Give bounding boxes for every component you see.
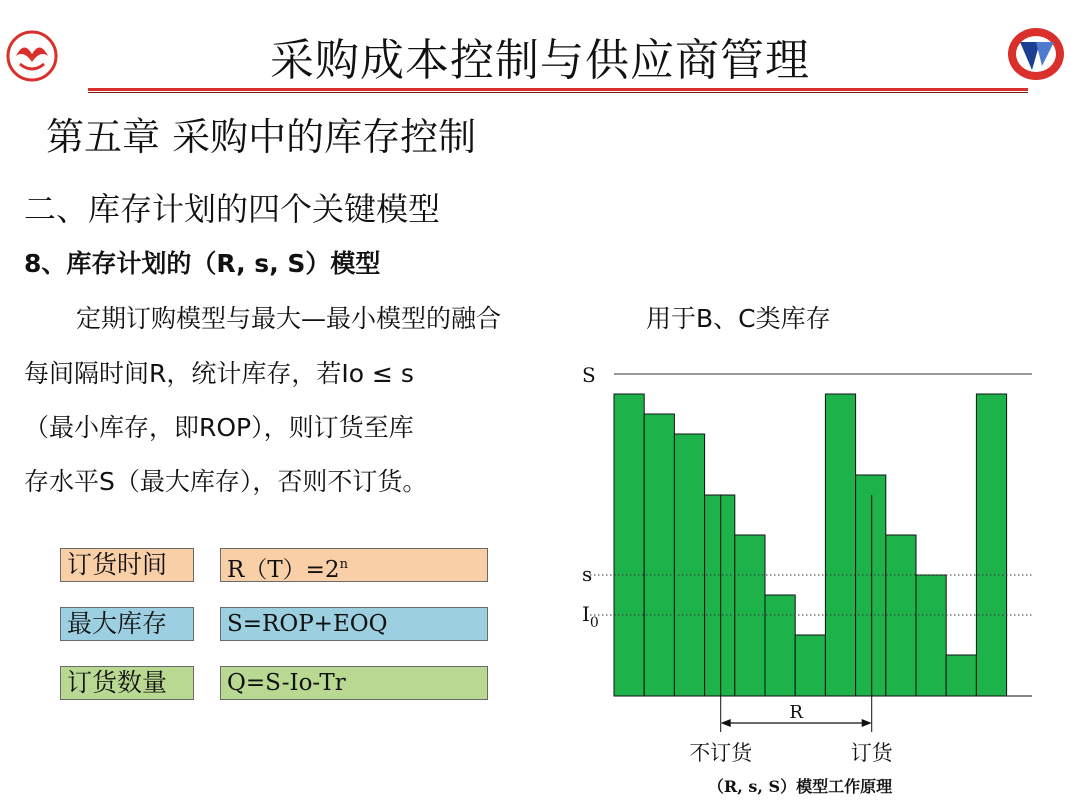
max-stock-label: 最大库存 (60, 607, 194, 641)
section-heading: 二、库存计划的四个关键模型 (24, 190, 441, 228)
rss-model-chart (560, 340, 1080, 810)
arrow-head-left (721, 719, 731, 727)
order-qty-formula: Q=S-Io-Tr (220, 666, 488, 700)
page-title: 采购成本控制与供应商管理 (270, 35, 810, 86)
bar-2 (644, 414, 674, 696)
bar-7 (795, 635, 825, 696)
bar-13 (976, 394, 1006, 696)
order-time-label: 订货时间 (60, 548, 194, 582)
bar-11 (916, 575, 946, 696)
ref-label-3: $I_0$ (582, 602, 599, 631)
header-divider (88, 88, 1028, 91)
model-usage: 用于B、C类库存 (646, 304, 831, 333)
model-subheading: 8、库存计划的（R, s, S）模型 (24, 249, 381, 278)
bar-12 (946, 655, 976, 696)
bar-8 (825, 394, 855, 696)
bar-3 (674, 434, 704, 696)
bar-1 (614, 394, 644, 696)
bar-9 (856, 475, 886, 696)
ref-label-2: s (582, 562, 593, 586)
bar-4 (705, 495, 735, 696)
marker-label-2: 订货 (850, 741, 893, 765)
chapter-heading: 第五章 采购中的库存控制 (46, 115, 477, 159)
bar-6 (765, 595, 795, 696)
chart-caption: （R, s, S）模型工作原理 (707, 777, 893, 796)
paragraph-line-2: （最小库存，即ROP），则订货至库 (24, 413, 414, 442)
interval-label: R (789, 702, 803, 723)
marker-label-1: 不订货 (689, 741, 753, 765)
model-description: 定期订购模型与最大—最小模型的融合 (76, 304, 502, 333)
header-divider-shadow (88, 92, 1028, 93)
ref-label-1: S (582, 363, 596, 387)
order-time-formula: $R(T)=2^n$ (220, 548, 488, 582)
paragraph-line-1: 每间隔时间R，统计库存，若Io ≤ s (24, 359, 414, 388)
arrow-head-right (862, 719, 872, 727)
paragraph-line-3: 存水平S（最大库存），否则不订货。 (24, 467, 428, 496)
max-stock-formula: S=ROP+EOQ (220, 607, 488, 641)
order-qty-label: 订货数量 (60, 666, 194, 700)
bar-group (614, 394, 1007, 696)
